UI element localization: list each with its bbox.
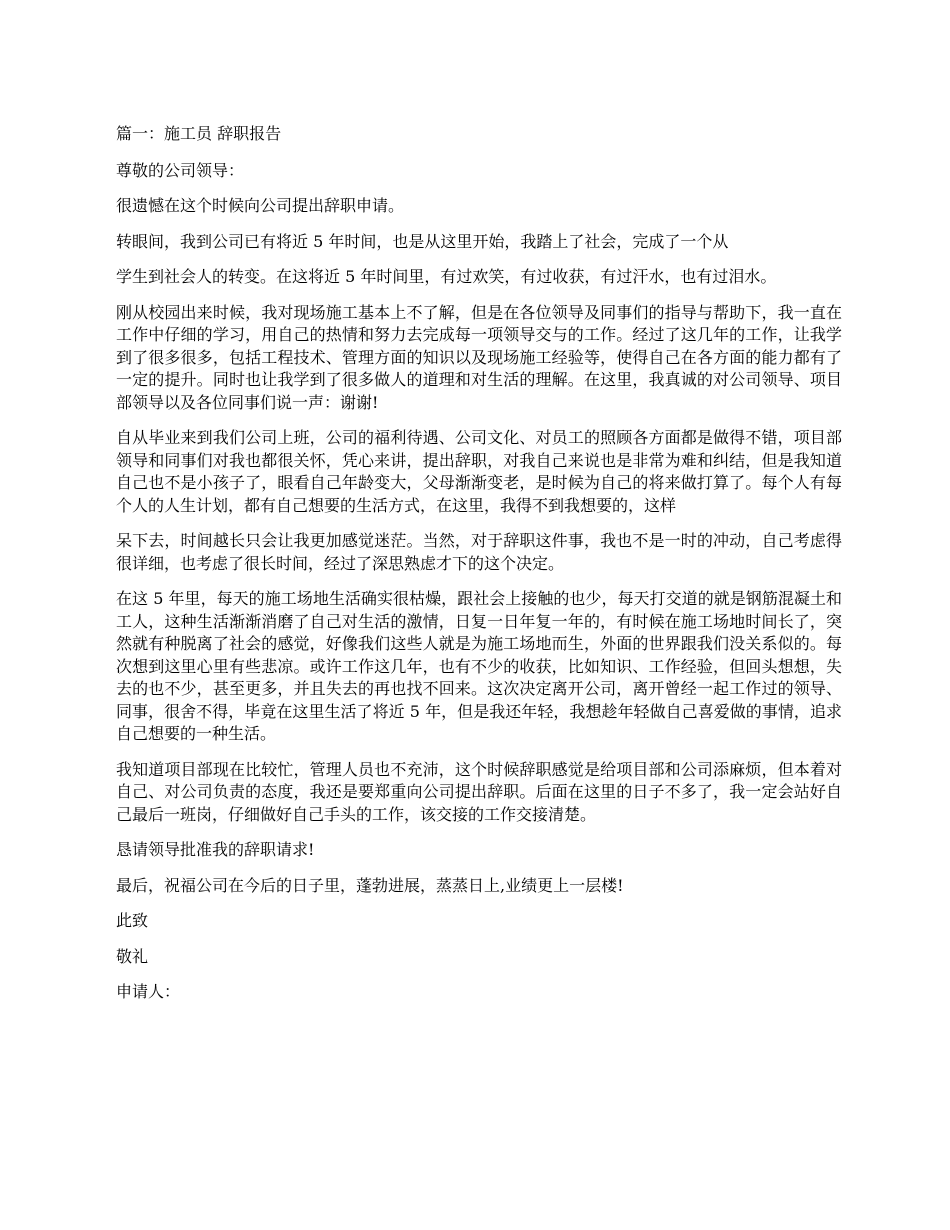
document-title: 篇一：施工员 辞职报告 (116, 124, 282, 143)
closing-ci-zhi: 此致 (116, 911, 149, 930)
document-page (116, 123, 842, 1017)
paragraph-1: 很遗憾在这个时候向公司提出辞职申请。 (116, 196, 405, 215)
paragraph-7: 在这 5 年里，每天的施工场地生活确实很枯燥，跟社会上接触的也少，每天打交道的就是钢筋混凝土和工人，这种生活渐渐消磨了自己对生活的激情，日复一日年复一年的，有时候在施工场地时间长了，突然就有种脱离了社会的感觉，好像我们这些人就是为施工场地而生，外面的世界跟我们没关系似的。每次想到这里心里有些悲凉。或许工作这几年，也有不少的收获，比如知识、工作经验，但回头想想，失去的也不少，甚至更多，并且失去的再也找不回来。这次决定离开公司，离开曾经一起工作过的领导、同事，很舍不得，毕竟在这里生活了将近 5 年，但是我还年轻，我想趁年轻做自己喜爱做的事情，追求自己想要的一种生活。 (116, 589, 842, 743)
paragraph-4: 刚从校园出来时候，我对现场施工基本上不了解，但是在各位领导及同事们的指导与帮助下，我一直在工作中仔细的学习，用自己的热情和努力去完成每一项领导交与的工作。经过了这几年的工作，让我学到了很多很多，包括工程技术、管理方面的知识以及现场施工经验等，使得自己在各方面的能力都有了一定的提升。同时也让我学到了很多做人的道理和对生活的理解。在这里，我真诚的对公司领导、项目部领导以及各位同事们说一声：谢谢! (116, 302, 842, 412)
closing-jing-li: 敬礼 (116, 946, 149, 966)
paragraph-3: 学生到社会人的转变。在这将近 5 年时间里，有过欢笑，有过收获，有过汗水，也有过泪水。 (116, 267, 777, 286)
closing-wish: 最后，祝福公司在今后的日子里，蓬勃进展，蒸蒸日上,业绩更上一层楼! (116, 875, 624, 895)
request-line: 恳请领导批准我的辞职请求! (116, 840, 315, 859)
paragraph-5: 自从毕业来到我们公司上班，公司的福利待遇、公司文化、对员工的照顾各方面都是做得不错，项目部领导和同事们对我也都很关怀，凭心来讲，提出辞职，对我自己来说也是非常为难和纠结，但是我知道自己也不是小孩子了，眼看自己年龄变大，父母渐渐变老，是时候为自己的将来做打算了。每个人有每个人的人生计划，都有自己想要的生活方式，在这里，我得不到我想要的，这样 (116, 428, 842, 515)
salutation: 尊敬的公司领导： (116, 160, 245, 180)
applicant-label: 申请人： (116, 982, 181, 1001)
paragraph-2: 转眼间，我到公司已有将近 5 年时间，也是从这里开始，我踏上了社会，完成了一个从 (116, 231, 729, 251)
paragraph-8: 我知道项目部现在比较忙，管理人员也不充沛，这个时候辞职感觉是给项目部和公司添麻烦，但本着对自己、对公司负责的态度，我还是要郑重向公司提出辞职。后面在这里的日子不多了，我一定会站好自己最后一班岗，仔细做好自己手头的工作，该交接的工作交接清楚。 (116, 759, 842, 824)
paragraph-6: 呆下去，时间越长只会让我更加感觉迷茫。当然，对于辞职这件事，我也不是一时的冲动，自己考虑得很详细，也考虑了很长时间，经过了深思熟虑才下的这个决定。 (116, 531, 842, 573)
